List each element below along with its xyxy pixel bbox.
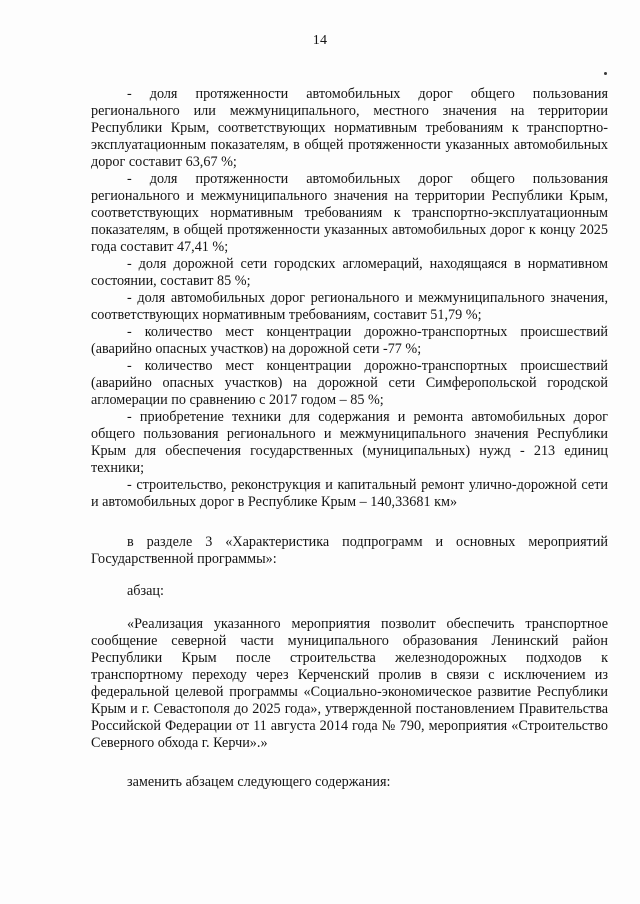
section-instruction-text: в разделе 3 «Характеристика подпрограмм и основных мероприятий Государственной программы»:: [91, 534, 608, 567]
list-item: - количество мест концентрации дорожно-транспортных происшествий (аварийно опасных участков) на дорожной сети Симферопольской городской агломерации по сравнению с 2017 годом – 85 %;: [91, 358, 608, 408]
list-item: - приобретение техники для содержания и ремонта автомобильных дорог общего пользования регионального и межмуниципального значения Республики Крым для обеспечения государственных (муниципальных) нужд - 213 единиц техники;: [91, 409, 608, 476]
replace-instruction-text: заменить абзацем следующего содержания:: [127, 774, 391, 790]
list-item: - доля дорожной сети городских агломераций, находящаяся в нормативном состоянии, составит 85 %;: [91, 256, 608, 289]
scan-speck: [604, 72, 607, 75]
abzac-label: [91, 583, 608, 600]
list-item: - количество мест концентрации дорожно-транспортных происшествий (аварийно опасных участков) на дорожной сети -77 %;: [91, 324, 608, 357]
list-item: - доля автомобильных дорог регионального и межмуниципального значения, соответствующих нормативным требованиям, составит 51,79 %;: [91, 290, 608, 323]
abzac-label-text: абзац:: [127, 583, 164, 599]
list-item: - строительство, реконструкция и капитальный ремонт улично-дорожной сети и автомобильных дорог в Республике Крым – 140,33681 км»: [91, 477, 608, 510]
page-number: 14: [312, 33, 328, 48]
indicator-list: [91, 86, 608, 511]
quoted-paragraph: [91, 616, 608, 752]
replace-instruction: [91, 774, 608, 791]
list-item: - доля протяженности автомобильных дорог общего пользования регионального или межмуниципального, местного значения на территории Республики Крым, соответствующих нормативным требованиям к транспортно-эксплуатационным показателям, в общей протяженности указанных автомобильных дорог составит 63,67 %;: [91, 86, 608, 170]
quoted-paragraph-text: «Реализация указанного мероприятия позволит обеспечить транспортное сообщение северной части муниципального образования Ленинский район Республики Крым после строительства железнодорожных подходов к транспортному переходу через Керченский пролив в связи с исключением из федеральной целевой программы «Социально-экономическое развитие Республики Крым и г. Севастополя до 2025 года», утвержденной постановлением Правительства Российской Федерации от 11 августа 2014 года № 790, мероприятия «Строительство Северного обхода г. Керчи».»: [91, 616, 608, 751]
list-item: - доля протяженности автомобильных дорог общего пользования регионального и межмуниципального значения на территории Республики Крым, соответствующих нормативным требованиям к транспортно-эксплуатационным показателям, в общей протяженности указанных автомобильных дорог к концу 2025 года составит 47,41 %;: [91, 171, 608, 255]
section-instruction: [91, 534, 608, 568]
